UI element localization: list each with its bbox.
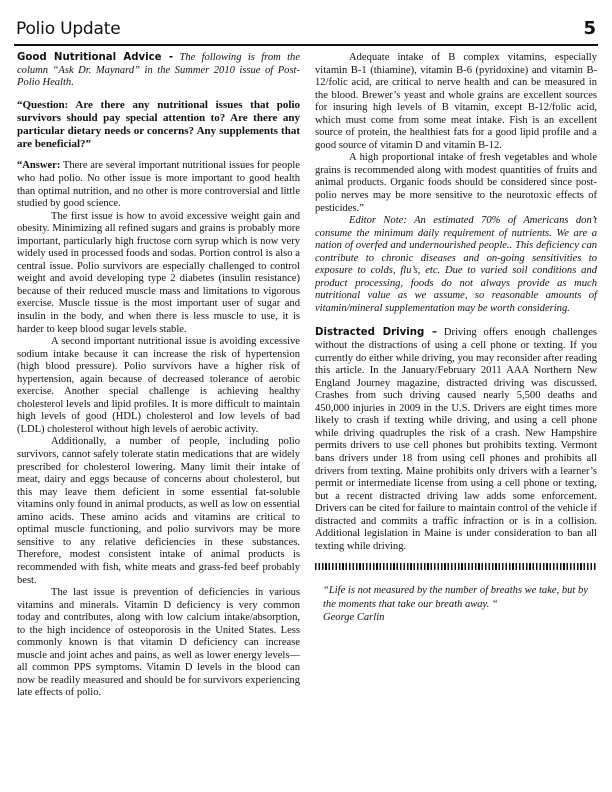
article-source: The following is from the column “Ask Dr. Maynard” in the Summer 2010 issue of Post-Polio Health. — [17, 52, 300, 89]
paragraph-vitamins: The last issue is prevention of deficiencies in various vitamins and minerals. Vitamin D deficiency is very common today and contributes, along with low calcium intake/absorption, to the high incidence of osteoporosis in the United States. Less commonly known is that vitamin D deficiency can increase muscle and joint aches and pains, as well as lower energy levels—all common PPS symptoms. Vitamin D levels in the blood can now be readily measured and should be for survivors experiencing late effects of polio. — [17, 587, 300, 699]
quote-text: “Life is not measured by the number of breaths we take, but by the moments that take our breath away. “ — [323, 585, 588, 610]
paragraph-b-vitamins: Adequate intake of B complex vitamins, especially vitamin B-1 (thiamine), vitamin B-6 (pyridoxine) and vitamin B-12/folic acid, are critical to nerve health and can be measured in the blood. Brewer’s yeast and whole grains are excellent sources for insuring high levels of B vitamin, except B-12/folic acid, which must come from some meat intake. Fish is an excellent source of protein, the healthiest fats for a good lipid profile and a good source of vitamin D and vitamin B-12. — [315, 52, 597, 151]
paragraph-statins: Additionally, a number of people, including polio survivors, cannot safely tolerate statin medications that are widely prescribed for cholesterol lowering. Many limit their intake of meat, dairy and eggs because of concerns about cholesterol, but this may leave them deficient in some essential fat-soluble vitamins only found in animal products, as well as low on essential amino acids. These amino acids and vitamins are critical to optimal muscle functioning, and polio survivors may be more sensitive to any relative deficiencies in these substances. Therefore, modest consistent intake of animal products is recommended with fish, white meats and grass-fed beef probably best. — [17, 436, 300, 586]
paragraph-vegetables: A high proportional intake of fresh vegetables and whole grains is recommended along with modest quantities of fruits and animal products. Organic foods should be considered since post-polio nerves may be more sensitive to the neurotoxic effects of pesticides.” — [315, 152, 597, 214]
editor-note: Editor Note: An estimated 70% of Americans don’t consume the minimum daily requirement of nutrients. We are a nation of overfed and undernourished people.. This deficiency can contribute to chronic diseases and on-going sensitivities to exposure to colds, flu’s, etc. Due to varied soil conditions and product processing, foods do not always provide as much nutritional value as we assume, so reasonable amounts of vitamin/mineral supplementation may be worth considering. — [315, 215, 597, 314]
left-column — [17, 52, 300, 700]
paragraph-sodium: A second important nutritional issue is avoiding excessive sodium intake because it can increase the risk of hypertension (high blood pressure). Polio survivors have a higher risk of hypertension, again because of decreased tolerance of aerobic exercise. Another special challenge is achieving healthy cholesterol levels and lipid profiles. It is more difficult to maintain high levels of good (HDL) cholesterol and low levels of bad (LDL) cholesterol without high levels of aerobic activity. — [17, 336, 300, 435]
distracted-driving-article — [315, 327, 597, 553]
question-text: “Question: Are there any nutritional issues that polio survivors should pay special attention to? Are there any particular dietary needs or concerns? Any supplements that are beneficial?” — [17, 98, 300, 151]
closing-quote — [315, 584, 597, 625]
answer-text: There are several important nutritional issues for people who had polio. No other issue is more important to good health than optimal nutrition, and no other is more controversial and little studied by good science. — [17, 160, 300, 210]
article-heading-driving: Distracted Driving – — [315, 327, 438, 339]
quote-author: George Carlin — [323, 612, 385, 624]
driving-text: Driving offers enough challenges without the distractions of using a cell phone or texting. If you currently do either while driving, you may reconsider after reading this article. In the January/February 2011 AAA Northern New England Journey magazine, distracted driving was discussed. Crashes from such driving caused nearly 5,500 deaths and 450,000 injuries in 2009 in the U.S. Drivers are eight times more likely to crash if texting while driving, and using a cell phone while driving quadruples the risk of a crash. New Hampshire permits drivers to use cell phones but prohibits texting. Vermont bans drivers under 18 from using cell phones and prohibits all drivers from texting. Maine prohibits only drivers with a learner’s permit or intermediate license from using a cell phone or texting, but a recent distracted driving law adds some enforcement. Drivers can be cited for failure to maintain control of the vehicle if distracted and commits a traffic infraction or is in a collision. Additional legislation in Maine is under consideration to ban all texting while driving. — [315, 327, 597, 552]
article-intro — [17, 52, 300, 90]
answer-paragraph — [17, 160, 300, 210]
right-column — [315, 52, 597, 625]
dotted-divider — [315, 563, 597, 570]
newsletter-title: Polio Update — [16, 19, 121, 39]
article-heading-nutrition: Good Nutritional Advice - — [17, 52, 174, 63]
answer-label: “Answer: — [17, 160, 61, 172]
paragraph-weight: The first issue is how to avoid excessive weight gain and obesity. Minimizing all refined sugars and grains is probably more important, particularly high fructose corn syrup which is now very widely used in processed foods and sodas. Portion control is also a central issue. Polio survivors are especially challenged to control weight and avoid developing type 2 diabetes (insulin resistance) because of their reduced muscle mass and limitations to vigorous exercise. Muscle tissue is the most important user of sugar and insulin in the body, and when there is less muscle to use, it is harder to keep blood sugar levels stable. — [17, 210, 300, 335]
page-header — [14, 18, 598, 46]
page-number: 5 — [583, 18, 596, 39]
